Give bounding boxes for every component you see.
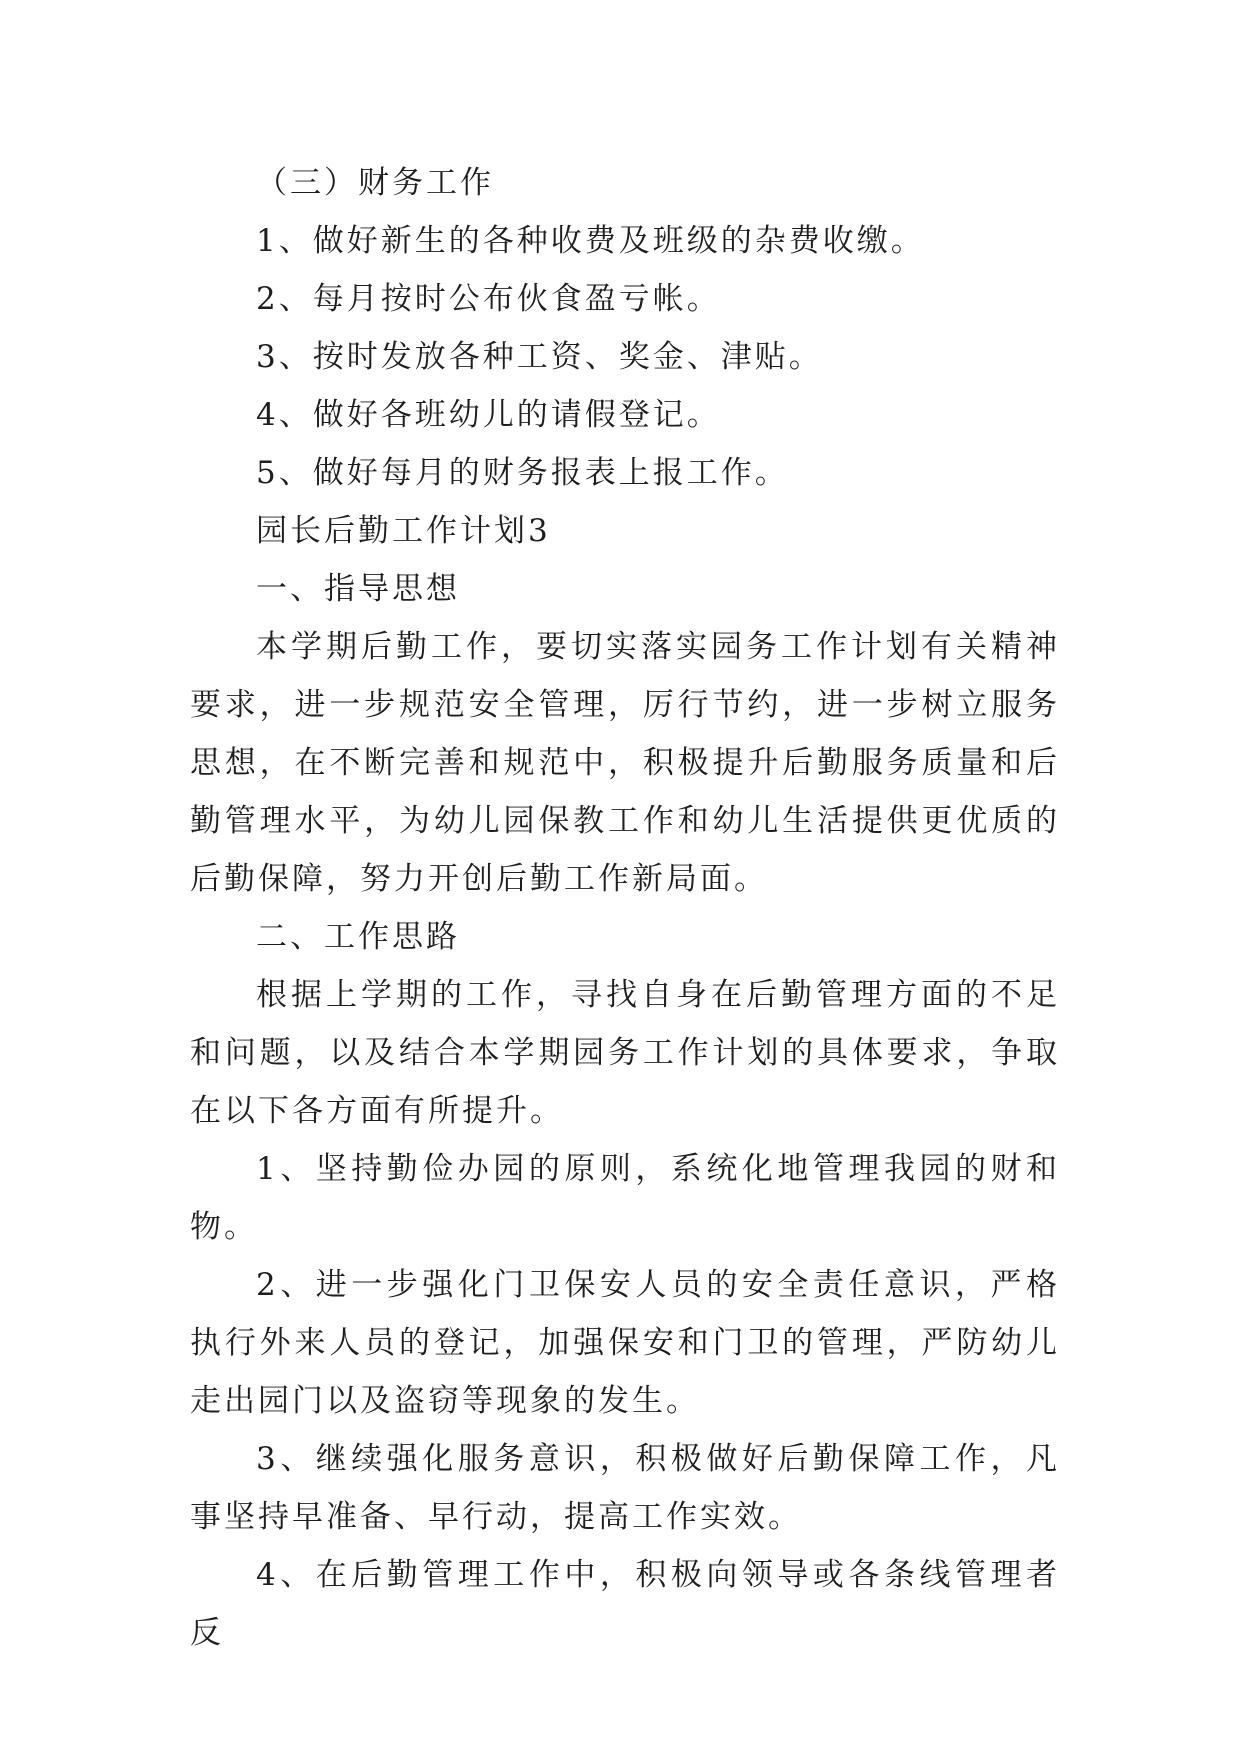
body-paragraph: 根据上学期的工作，寻找自身在后勤管理方面的不足和问题，以及结合本学期园务工作计划的具体要求，争取在以下各方面有所提升。: [190, 977, 1060, 1129]
list-item: 3、按时发放各种工资、奖金、津贴。: [256, 339, 823, 375]
body-paragraph: 本学期后勤工作，要切实落实园务工作计划有关精神要求，进一步规范安全管理，厉行节约，进一步树立服务思想，在不断完善和规范中，积极提升后勤服务质量和后勤管理水平，为幼儿园保教工作和幼儿生活提供更优质的后勤保障，努力开创后勤工作新局面。: [190, 629, 1060, 897]
list-item: 3、继续强化服务意识，积极做好后勤保障工作，凡事坚持早准备、早行动，提高工作实效。: [190, 1441, 1060, 1535]
section-heading-guiding-thought: 一、指导思想: [256, 571, 460, 607]
list-item: 1、做好新生的各种收费及班级的杂费收缴。: [256, 223, 925, 259]
list-item: 1、坚持勤俭办园的原则，系统化地管理我园的财和物。: [190, 1151, 1060, 1245]
list-item: 4、做好各班幼儿的请假登记。: [256, 397, 721, 433]
list-item: 2、每月按时公布伙食盈亏帐。: [256, 281, 721, 317]
list-item: 5、做好每月的财务报表上报工作。: [256, 455, 789, 491]
document-title: 园长后勤工作计划3: [256, 513, 551, 549]
section-heading-finance: （三）财务工作: [256, 165, 494, 201]
list-item: 2、进一步强化门卫保安人员的安全责任意识，严格执行外来人员的登记，加强保安和门卫的管理，严防幼儿走出园门以及盗窃等现象的发生。: [190, 1267, 1060, 1419]
section-heading-work-approach: 二、工作思路: [256, 919, 460, 955]
document-body: [190, 154, 1060, 1662]
list-item: 4、在后勤管理工作中，积极向领导或各条线管理者反: [190, 1557, 1060, 1651]
